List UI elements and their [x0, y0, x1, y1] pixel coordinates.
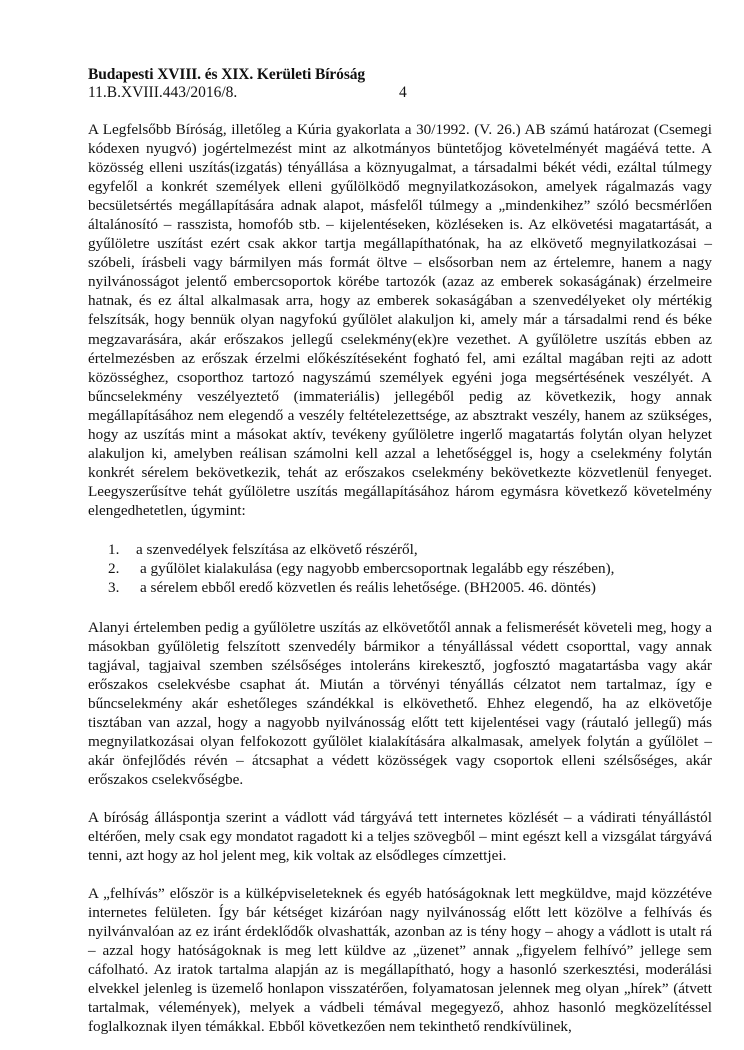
- list-item: [88, 578, 712, 597]
- document-body: [88, 120, 712, 1037]
- paragraph-call-publication: A „felhívás” először is a külképviseleteknek és egyéb hatóságoknak lett megküldve, majd közzétéve internetes felületen. Így bár kétséget kizáróan nagy nyilvánosság előtt lett közölve a felhívás és nyilvánvalóan az ez iránt érdeklődők olvashatták, azonban az is tény hogy – ahogy a vádlott is utalt rá – azzal hogy hatóságoknak is meg lett küldve az „üzenet” annak „figyelem felhívó” jellege sem cáfolható. Az iratok tartalma alapján az is megállapítható, hogy a hasonló szerkesztési, moderálási elvekkel jelenleg is üzemelő honlapon visszatérően, folyamatosan jelennek meg olyan „hírek” (átvett tartalmak, vélemények), melyek a vádbeli témával megegyező, ahhoz hasonló megközelítéssel foglalkoznak ilyen témákkal. Ebből következően nem tekinthető rendkívülinek,: [88, 885, 712, 1036]
- requirements-list: [88, 540, 712, 598]
- list-text: a szenvedélyek felszítása az elkövető részéről,: [136, 540, 418, 558]
- spacer: [88, 789, 712, 808]
- page-number: 4: [399, 84, 407, 101]
- list-item: [88, 540, 712, 559]
- spacer: [88, 598, 712, 618]
- list-number: 2.: [108, 560, 120, 578]
- court-name: Budapesti XVIII. és XIX. Kerületi Bíróság: [88, 66, 366, 83]
- paragraph-court-position: A bíróság álláspontja szerint a vádlott vád tárgyává tett internetes közlését – a vádirati tényállástól eltérően, mely csak egy mondatot ragadott ki a teljes szövegből – mint egészt kell a vizsgálat tárgyává tenni, azt hogy az hol jelent meg, kik voltak az elsődleges címzettjei.: [88, 809, 712, 865]
- list-text: a sérelem ebből eredő közvetlen és reális lehetősége. (BH2005. 46. döntés): [140, 579, 596, 597]
- list-text: a gyűlölet kialakulása (egy nagyobb embercsoportnak legalább egy részében),: [140, 560, 615, 578]
- paragraph-subjective-intent: Alanyi értelemben pedig a gyűlöletre uszítás az elkövetőtől annak a felismerését követeli meg, hogy a másokban gyűlöletig felszított szenvedély bármikor a tényállással védett csoporttal, vagy annak tagjával, tagjaival szemben szélsőséges intoleráns kirekesztő, jogfosztó magatartásba vagy akár erőszakos cselekvésbe csaphat át. Miután a törvényi tényállás célzatot nem tartalmaz, így e bűncselekmény akár eshetőleges szándékkal is elkövethető. Ehhez elegendő, ha az elkövetője tisztában van azzal, hogy a nagyobb nyilvánosság előtt tett kijelentései vagy (ráutaló jellegű) más megnyilatkozásai olyan felfokozott gyűlölet kialakítására alkalmasak, amelyek folytán a gyűlölet – akár önfejlődés révén – átcsaphat a védett közösségek vagy csoportok elleni szélsőséges, akár erőszakos cselekvőségbe.: [88, 618, 712, 788]
- case-number: 11.B.XVIII.443/2016/8.: [88, 84, 238, 101]
- list-number: 1.: [108, 540, 120, 558]
- paragraph-legal-precedent: A Legfelsőbb Bíróság, illetőleg a Kúria gyakorlata a 30/1992. (V. 26.) AB számú határozat (Csemegi kódexen nyugvó) jogértelmezést mint az alkotmányos büntetőjog követelményét magáévá tette. A közösség elleni uszítás(izgatás) tényállása a köznyugalmat, a társadalmi békét védi, ezáltal túlmegy egyfelől a konkrét személyek elleni gyűlölködő megnyilatkozásokon, amelyek rágalmazás vagy becsületsértés megállapítására adnak alapot, másfelől túlmegy a „mindenkihez” szóló becsmérlően általánosító – rasszista, homofób stb. – kijelentéseken, közléseken is. Az elkövetési magatartását, a gyűlöletre uszítást ezért csak akkor tartja megállapíthatónak, ha az elkövető megnyilatkozásai – szóbeli, írásbeli vagy bármilyen más formát öltve – elsősorban nem az értelemre, hanem a nagy nyilvánosságot jelentő embercsoportok körébe tartozók (azaz az emberek sokaságának) érzelmeire hatnak, és ez által alkalmasak arra, hogy az emberek sokaságában a szenvedélyeket oly mértékig felszítsák, hogy bennük olyan nagyfokú gyűlölet alakuljon ki, amely már a társadalmi rend és béke megzavarására, akár erőszakos jellegű cselekmény(ek)re vezethet. A gyűlöletre uszítás ebben az értelmezésben az erőszak érzelmi előkészítéseként fogható fel, ami ezáltal magában rejti az adott közösséghez, csoporthoz tartozó nagyszámú személyek egyéni joga megsértésének veszélyét. A bűncselekmény veszélyeztető (immateriális) jellegéből pedig az következik, hogy annak megállapításához nem elegendő a veszély feltételezettsége, az absztrakt veszély, hanem az szükséges, hogy az uszítás mint a másokat aktív, tevékeny gyűlöletre ingerlő magatartás folytán olyan helyzet alakuljon ki, amelyben reálisan számolni kell azzal a lehetőséggel is, hogy a cselekmény folytán konkrét sérelem bekövetkezik, tehát az erőszakos cselekmény bekövetkezte közvetlenül fenyeget. Leegyszerűsítve tehát gyűlöletre uszítás megállapításához három egymásra következő követelmény elengedhetetlen, úgymint:: [88, 121, 712, 519]
- list-item: [88, 559, 712, 578]
- case-row: [88, 84, 648, 102]
- list-number: 3.: [108, 579, 120, 597]
- document-header: [88, 66, 648, 102]
- spacer: [88, 865, 712, 884]
